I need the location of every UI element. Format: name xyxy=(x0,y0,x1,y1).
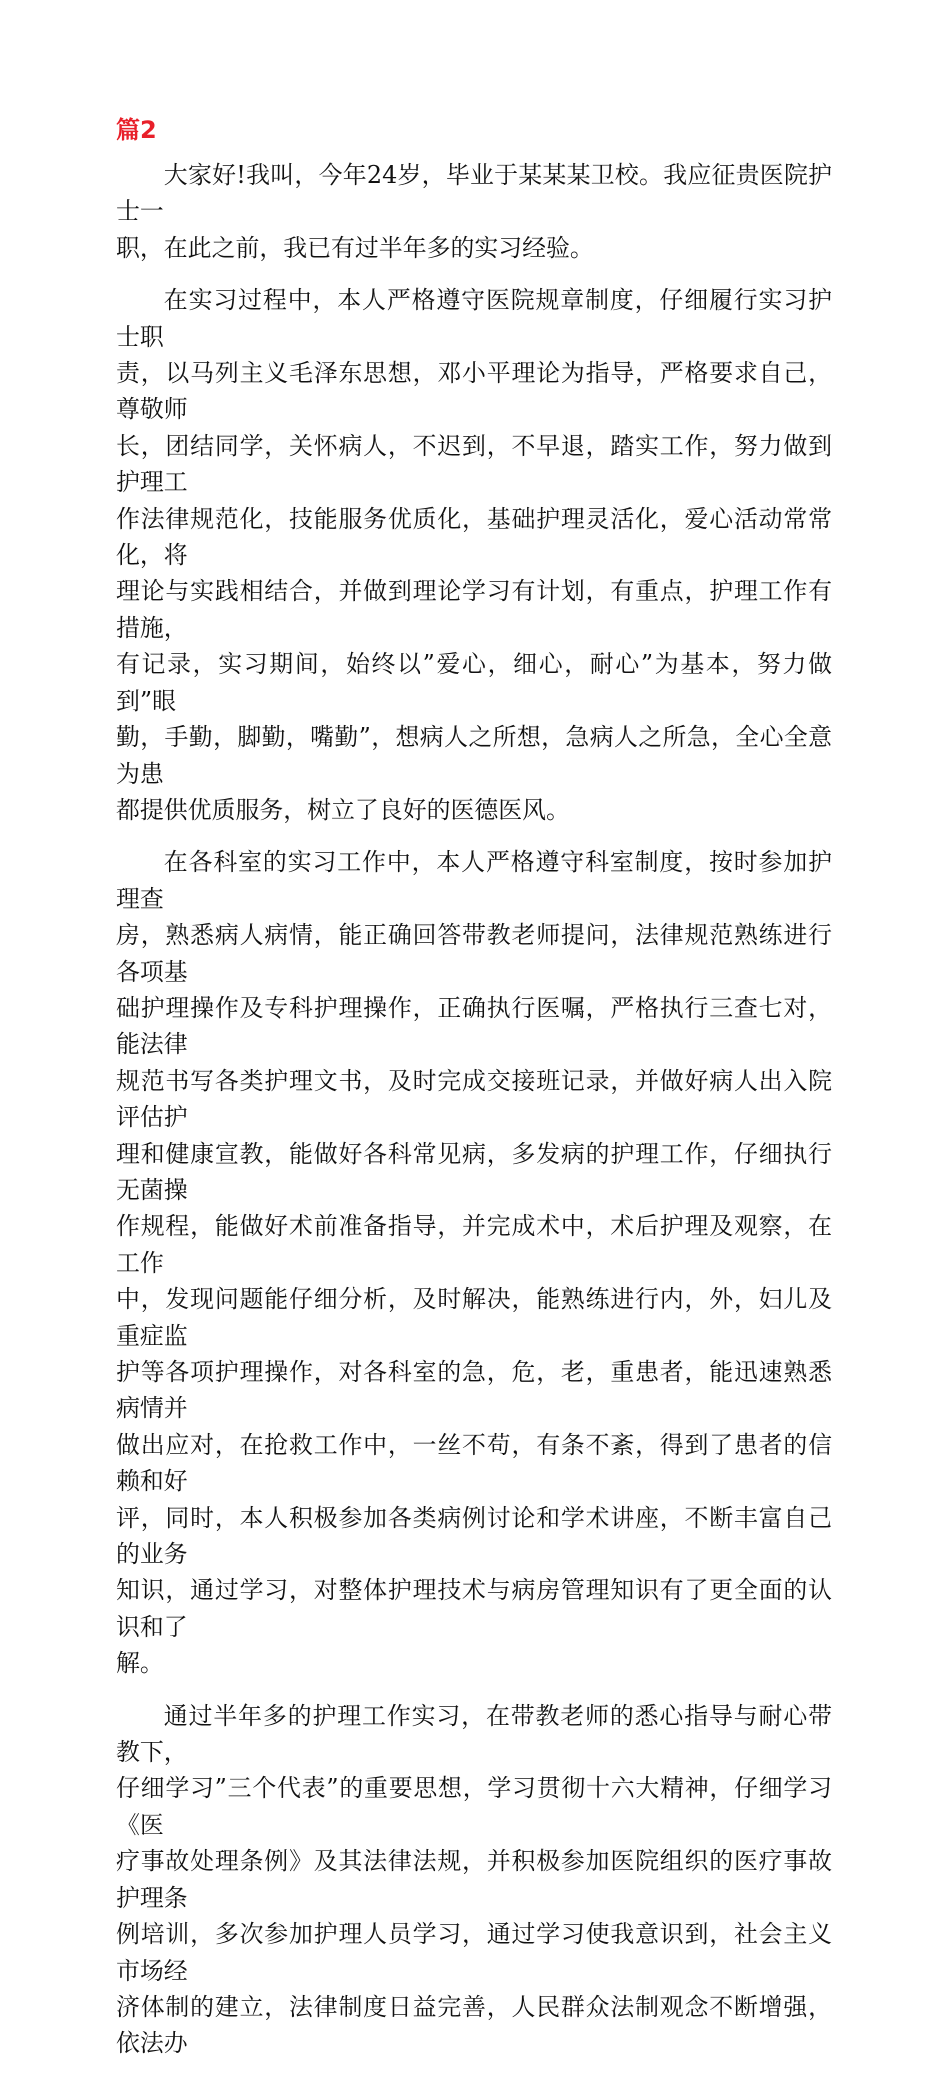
paragraph-intro: 大家好!我叫，今年24岁，毕业于某某某卫校。我应征贵医院护士一 职，在此之前，我已有过半年多的实习经验。 xyxy=(116,161,832,262)
paragraph-internship-conduct: 在实习过程中，本人严格遵守医院规章制度，仔细履行实习护士职 责，以马列主义毛泽东思想，邓小平理论为指导，严格要求自己，尊敬师 长，团结同学，关怀病人，不迟到，不早退，踏实工作，努力做到护理工 作法律规范化，技能服务优质化，基础护理灵活化，爱心活动常常化，将 理论与实践相结合，并做到理论学习有计划，有重点，护理工作有措施， 有记录，实习期间，始终以”爱心，细心，耐心”为基本，努力做到”眼 勤，手勤，脚勤，嘴勤”，想病人之所想，急病人之所急，全心全意为患 都提供优质服务，树立了良好的医德医风。 xyxy=(116,286,832,824)
section-heading: 篇2 xyxy=(116,116,157,144)
paragraph-study-summary: 通过半年多的护理工作实习，在带教老师的悉心指导与耐心带教下， 仔细学习”三个代表”的重要思想，学习贯彻十六大精神，仔细学习《医 疗事故处理条例》及其法律法规，并积极参加医院组织的医疗事故护理条 例培训，多次参加护理人员学习，通过学习使我意识到，社会主义市场经 济体制的建立，法律制度日益完善，人民群众法制观念不断增强，依法办 xyxy=(116,1701,832,2058)
document-body xyxy=(116,157,832,2078)
paragraph-department-work: 在各科室的实习工作中，本人严格遵守科室制度，按时参加护理查 房，熟悉病人病情，能正确回答带教老师提问，法律规范熟练进行各项基 础护理操作及专科护理操作，正确执行医嘱，严格执行三查七对，能法律 规范书写各类护理文书，及时完成交接班记录，并做好病人出入院评估护 理和健康宣教，能做好各科常见病，多发病的护理工作，仔细执行无菌操 作规程，能做好术前准备指导，并完成术中，术后护理及观察，在工作 中，发现问题能仔细分析，及时解决，能熟练进行内，外，妇儿及重症监 护等各项护理操作，对各科室的急，危，老，重患者，能迅速熟悉病情并 做出应对，在抢救工作中，一丝不苟，有条不紊，得到了患者的信赖和好 评，同时，本人积极参加各类病例讨论和学术讲座，不断丰富自己的业务 知识，通过学习，对整体护理技术与病房管理知识有了更全面的认识和了 解。 xyxy=(116,848,832,1678)
